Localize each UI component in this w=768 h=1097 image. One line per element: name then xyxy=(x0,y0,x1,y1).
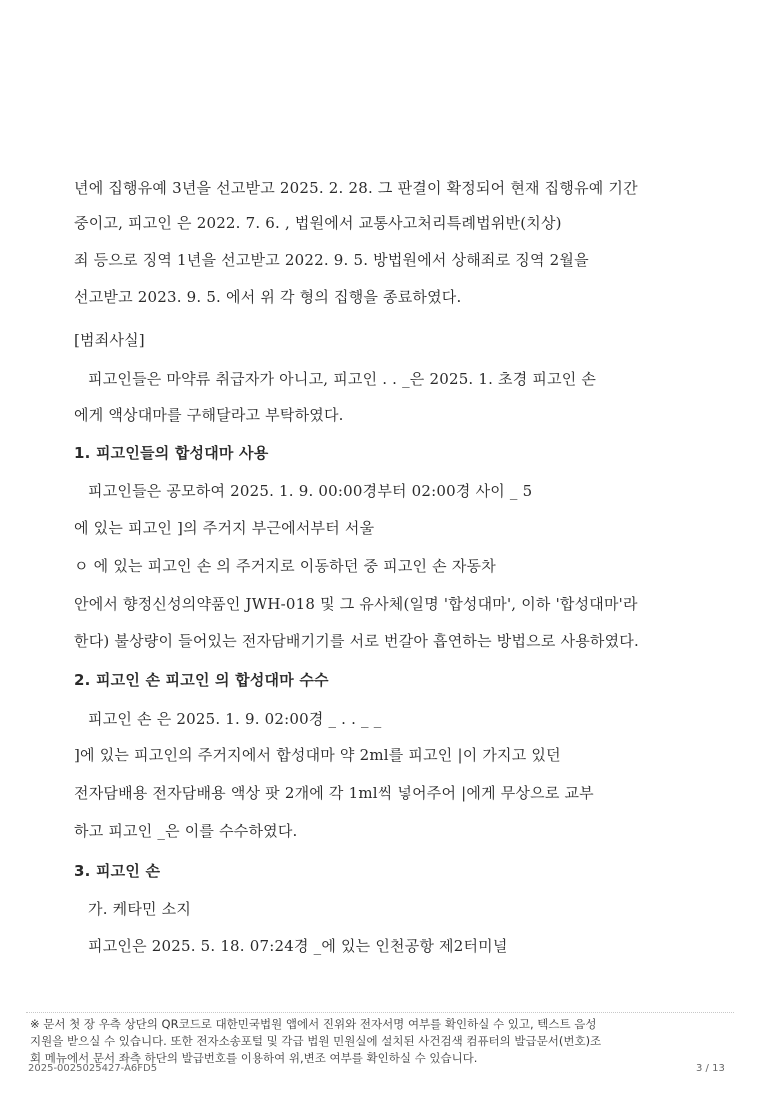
body-line-8: 에 있는 피고인 ]의 주거지 부근에서부터 서울 xyxy=(74,519,375,537)
body-line-3: 죄 등으로 징역 1년을 선고받고 2022. 9. 5. 방법원에서 상해죄로 징역 2월을 xyxy=(74,251,589,269)
notice-line-1: ※ 문서 첫 장 우측 상단의 QR코드로 대한민국법원 앱에서 진위와 전자서명 여부를 확인하실 수 있고, 텍스트 음성 xyxy=(30,1017,597,1031)
body-line-14: 전자담배용 전자담배용 액상 팟 2개에 각 1ml씩 넣어주어 |에게 무상으로 교부 xyxy=(74,784,594,802)
page-number: 3 / 13 xyxy=(696,1063,725,1074)
body-line-15: 하고 피고인 _은 이를 수수하였다. xyxy=(74,822,298,840)
notice-line-3: 회 메뉴에서 문서 좌측 하단의 발급번호를 이용하여 위,변조 여부를 확인하실 수 있습니다. xyxy=(30,1051,478,1065)
body-line-7: 피고인들은 공모하여 2025. 1. 9. 00:00경부터 02:00경 사이 _ 5 xyxy=(88,482,533,500)
heading-1: 1. 피고인들의 합성대마 사용 xyxy=(74,444,269,462)
body-line-5: 피고인들은 마약류 취급자가 아니고, 피고인 . . _은 2025. 1. 초경 피고인 손 xyxy=(88,370,597,388)
body-line-6: 에게 액상대마를 구해달라고 부탁하였다. xyxy=(74,406,344,424)
subheading-a: 가. 케타민 소지 xyxy=(88,900,192,918)
verification-notice xyxy=(26,1012,734,1067)
body-line-4: 선고받고 2023. 9. 5. 에서 위 각 형의 집행을 종료하였다. xyxy=(74,288,462,306)
heading-3: 3. 피고인 손 xyxy=(74,862,161,880)
body-line-11: 한다) 불상량이 들어있는 전자담배기기를 서로 번갈아 흡연하는 방법으로 사용하였다. xyxy=(74,632,639,650)
heading-2: 2. 피고인 손 피고인 의 합성대마 수수 xyxy=(74,671,329,689)
issue-number: 2025-0025025427-A6FD5 xyxy=(28,1063,158,1074)
body-line-16: 피고인은 2025. 5. 18. 07:24경 _에 있는 인천공항 제2터미널 xyxy=(88,937,508,955)
body-line-13: ]에 있는 피고인의 주거지에서 합성대마 약 2ml를 피고인 |이 가지고 있던 xyxy=(74,746,561,764)
body-line-2: 중이고, 피고인 은 2022. 7. 6. , 법원에서 교통사고처리특례법위반(치상) xyxy=(74,214,562,232)
section-heading-crime-facts: [범죄사실] xyxy=(74,331,145,349)
body-line-10: 안에서 향정신성의약품인 JWH-018 및 그 유사체(일명 '합성대마', 이하 '합성대마'라 xyxy=(74,595,638,613)
body-line-1: 년에 집행유예 3년을 선고받고 2025. 2. 28. 그 판결이 확정되어 현재 집행유예 기간 xyxy=(74,179,638,197)
body-line-12: 피고인 손 은 2025. 1. 9. 02:00경 _ . . _ _ xyxy=(88,710,382,728)
body-line-9: ㅇ 에 있는 피고인 손 의 주거지로 이동하던 중 피고인 손 자동차 xyxy=(74,557,496,575)
notice-line-2: 지원을 받으실 수 있습니다. 또한 전자소송포털 및 각급 법원 민원실에 설치된 사건검색 컴퓨터의 발급문서(번호)조 xyxy=(30,1034,602,1048)
